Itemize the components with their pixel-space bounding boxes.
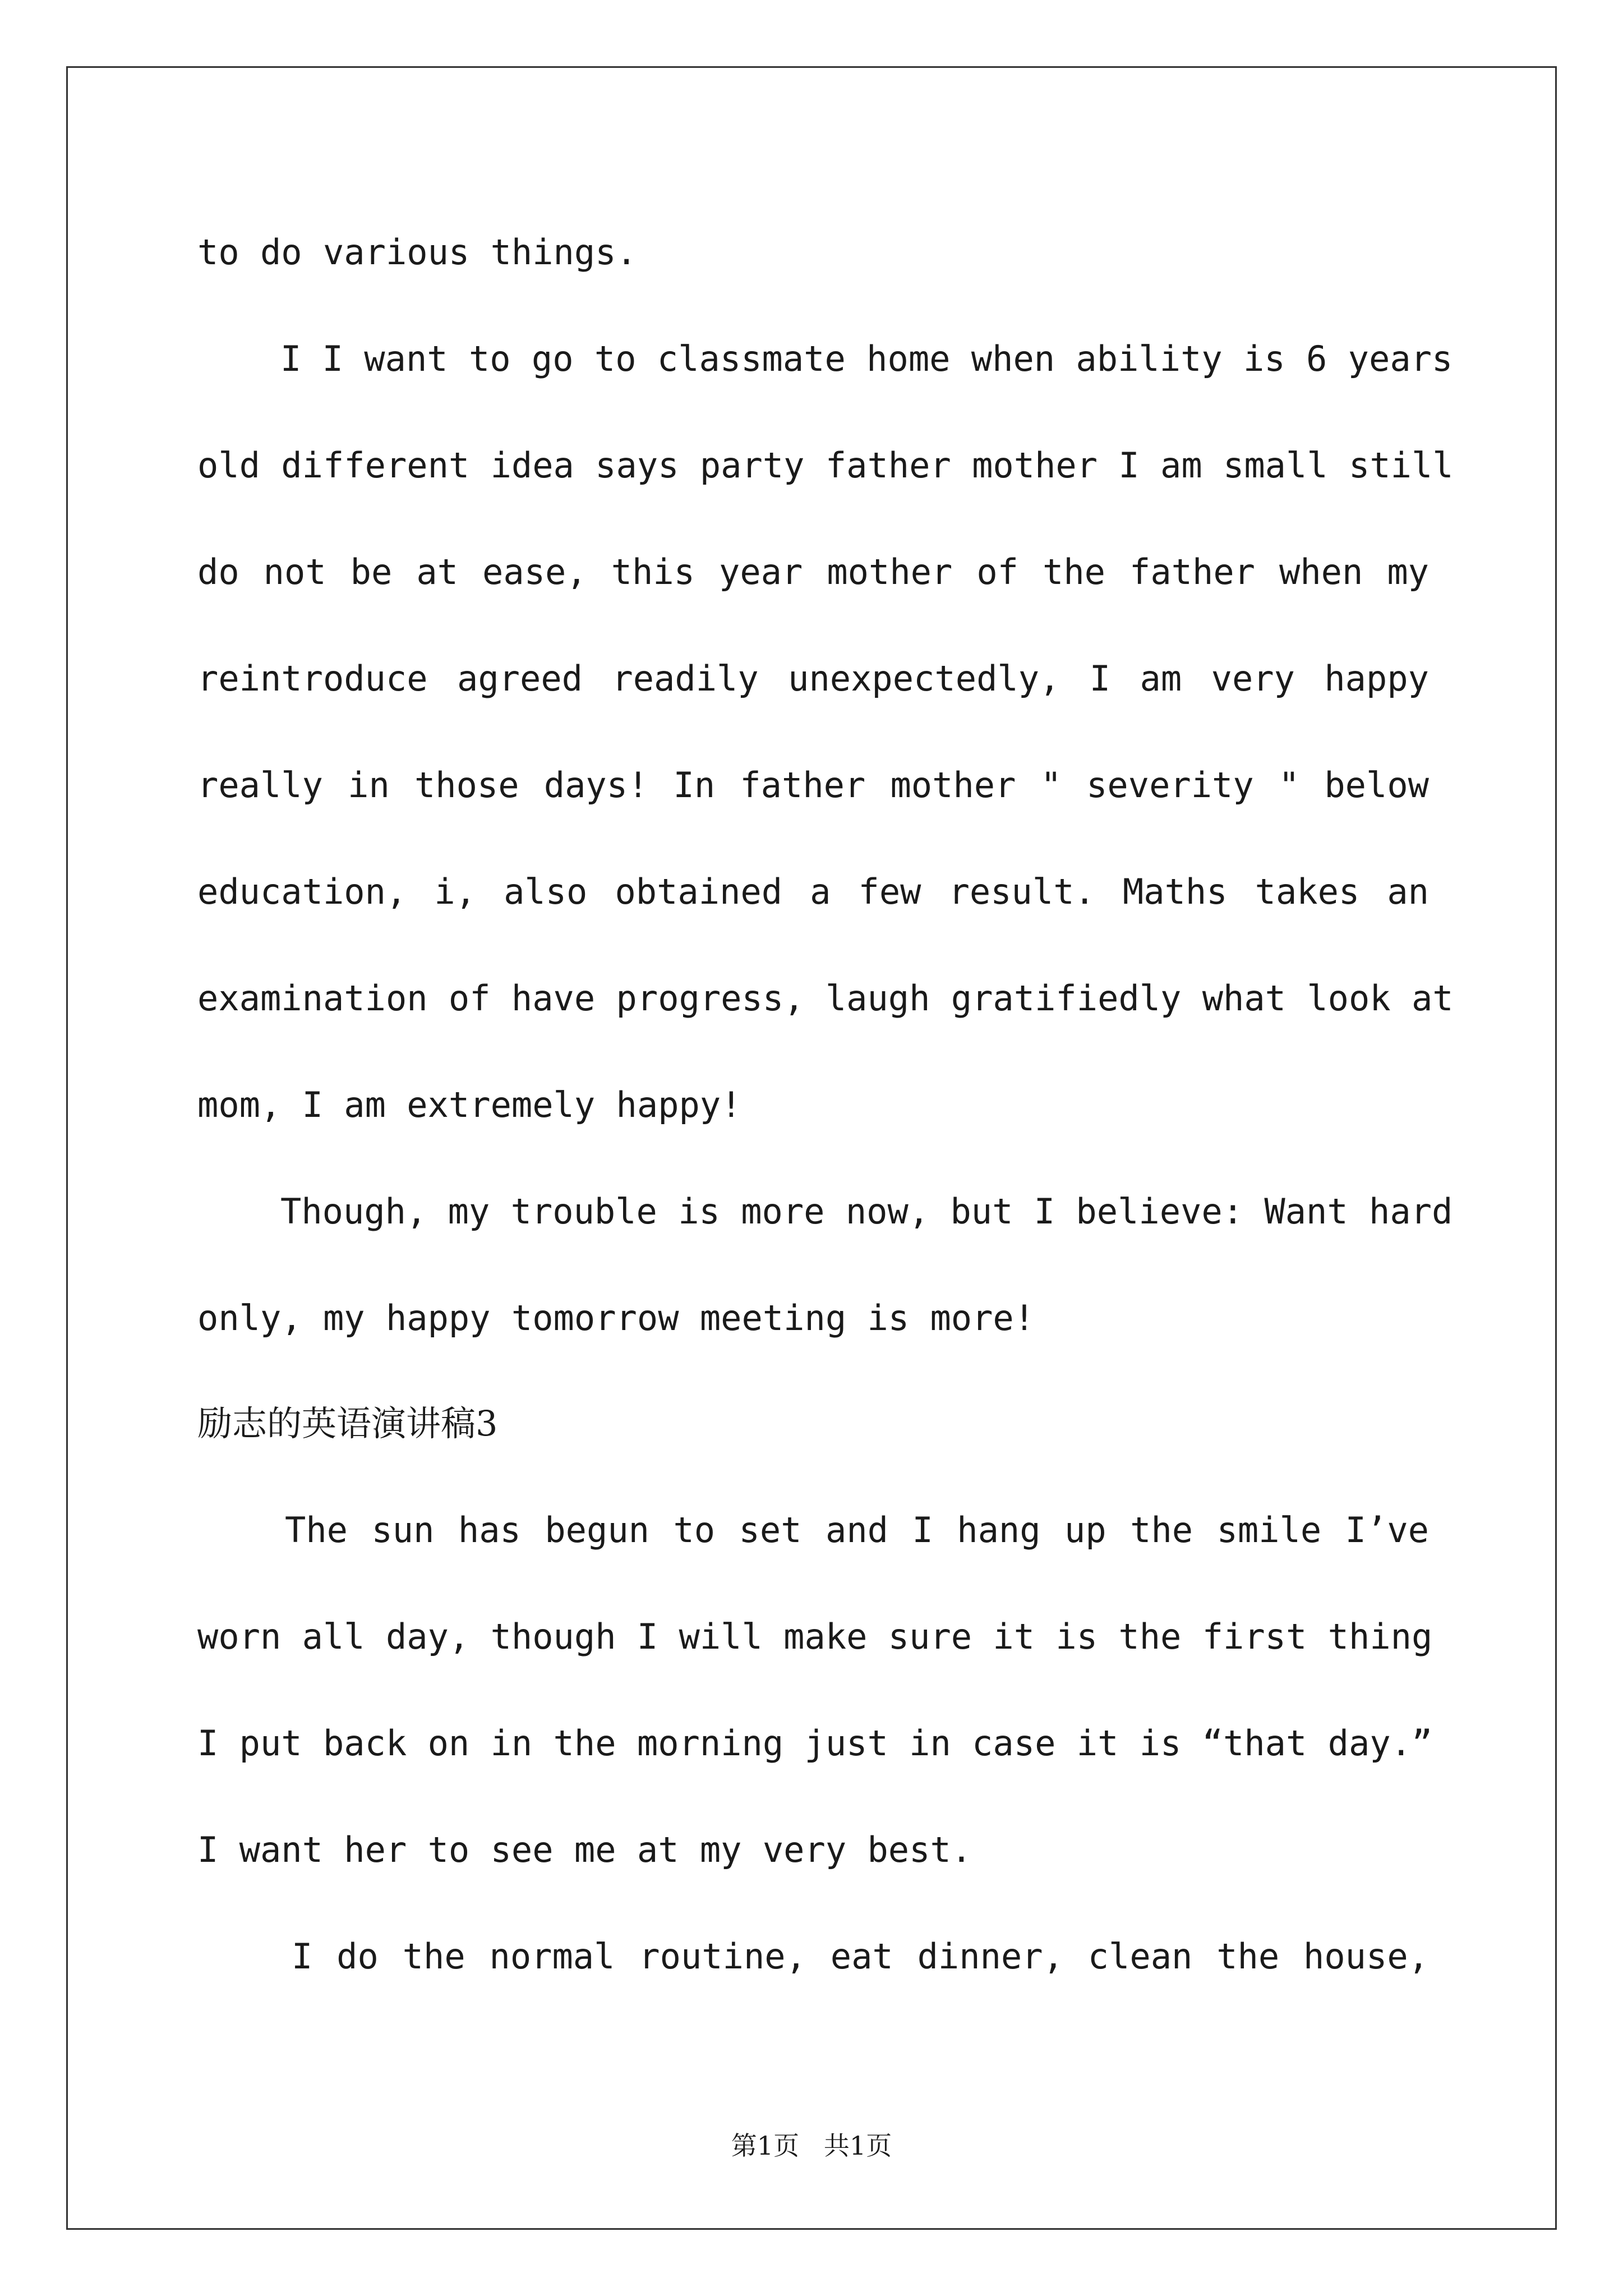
paragraph-first-line: I I want to go to classmate home when ability is 6 years bbox=[280, 338, 1453, 379]
text-line: do not be at ease, this year mother of the father when my bbox=[197, 551, 1429, 592]
paragraph-first-line: Though, my trouble is more now, but I believe: Want hard bbox=[280, 1191, 1453, 1232]
text-line: reintroduce agreed readily unexpectedly, I am very happy bbox=[197, 658, 1429, 699]
page-frame bbox=[66, 66, 1557, 2230]
text-line: worn all day, though I will make sure it is the first thing bbox=[197, 1616, 1433, 1657]
text-line: really in those days! In father mother " severity " below bbox=[197, 765, 1429, 806]
text-line: mom, I am extremely happy! bbox=[197, 1084, 742, 1125]
text-line: examination of have progress, laugh gratifiedly what look at bbox=[197, 978, 1454, 1019]
section-heading: 励志的英语演讲稿3 bbox=[197, 1403, 498, 1444]
text-line: old different idea says party father mother I am small still bbox=[197, 445, 1454, 486]
text-line: I want her to see me at my very best. bbox=[197, 1829, 972, 1870]
text-line: only, my happy tomorrow meeting is more! bbox=[197, 1297, 1035, 1338]
paragraph-first-line: I do the normal routine, eat dinner, clean the house, bbox=[292, 1936, 1429, 1977]
text-line: to do various things. bbox=[197, 232, 637, 273]
text-line: I put back on in the morning just in case it is “that day.” bbox=[197, 1723, 1433, 1764]
page-number-footer: 第1页 共1页 bbox=[731, 2131, 892, 2161]
text-line: education, i, also obtained a few result. Maths takes an bbox=[197, 871, 1429, 912]
paragraph-first-line: The sun has begun to set and I hang up the smile I’ve bbox=[285, 1510, 1429, 1550]
